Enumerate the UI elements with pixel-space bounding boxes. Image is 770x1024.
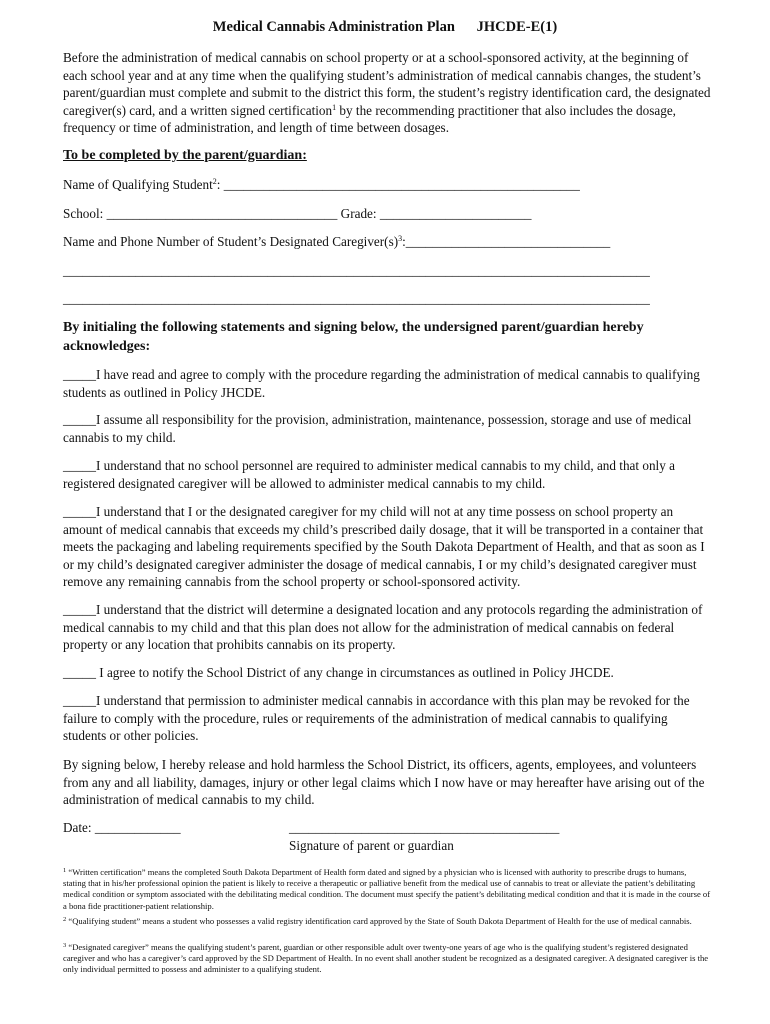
statement-5[interactable]: _____I understand that the district will determine a designated location and any protocols regarding the administration of medical cannabis to my child and that this plan does not allow for the administration of medical cannabis on federal property or any location that prohibits cannabis on its property. <box>63 602 703 652</box>
footnote-ref-3: 3 <box>398 234 403 243</box>
footnote-text: “Qualifying student” means a student who possesses a valid registry identification card approved by the State of South Dakota Department of Health for the use of medical cannabis. <box>66 916 692 926</box>
caregiver-blank-line-1[interactable]: _________________________________________________________________________________________ <box>63 263 650 278</box>
caregiver-blank-line-2[interactable]: _________________________________________________________________________________________ <box>63 291 650 306</box>
student-name-label: Name of Qualifying Student <box>63 177 213 192</box>
footnote-ref-1: 1 <box>332 102 337 112</box>
school-grade-field[interactable]: School: ___________________________________ Grade: _______________________ <box>63 206 532 221</box>
footnote-text: “Written certification” means the completed South Dakota Department of Health form dated and signed by a physician who is licensed with authority to prescribe drugs to humans, stating that in his/her professional opinion the patient is likely to receive a therapeutic or palliative benefit from the medical use of cannabis to treat or alleviate the patient’s debilitating medical condition or symptom associated with the debilitating medical condition. The document must specify the patient’s debilitating medical condition and that it is made in the course of a bona fide practitioner-patient relationship. <box>63 867 711 911</box>
date-field[interactable]: Date: _____________ <box>63 820 181 835</box>
footnote-number: 3 <box>63 942 67 949</box>
footnote-number: 2 <box>63 916 67 923</box>
statement-6[interactable]: _____ I agree to notify the School District of any change in circumstances as outlined in Policy JHCDE. <box>63 665 614 680</box>
footnote-2 <box>63 914 711 927</box>
release-paragraph: By signing below, I hereby release and hold harmless the School District, its officers, agents, employees, and volunteers from any and all liability, damages, injury or other legal claims which I now have or may hereafter have arising out of the administration of medical cannabis to my child. <box>63 757 705 807</box>
statement-4[interactable]: _____I understand that I or the designated caregiver for my child will not at any time possess on school property an amount of medical cannabis that exceeds my child’s prescribed daily dosage, that it will be transported in a container that meets the packaging and labeling requirements specified by the South Dakota Department of Health, and that as soon as I or my child’s designated caregiver administer the dosage of medical cannabis, I or my child’s designated caregiver must remove any remaining cannabis from the school property or school-sponsored activity. <box>63 504 705 589</box>
footnote-number: 1 <box>63 867 67 874</box>
acknowledge-heading: By initialing the following statements and signing below, the undersigned parent/guardian hereby acknowledges: <box>63 320 644 354</box>
caregiver-label: Name and Phone Number of Student’s Designated Caregiver(s) <box>63 234 399 249</box>
student-name-field[interactable] <box>63 176 713 194</box>
signature-label: Signature of parent or guardian <box>289 838 454 853</box>
page-title: Medical Cannabis Administration Plan JHCDE-E(1) <box>212 19 558 35</box>
signature-field[interactable]: _________________________________________ <box>289 820 560 835</box>
footnote-3 <box>63 940 711 976</box>
student-name-blank[interactable]: : ______________________________________________________ <box>216 177 580 192</box>
intro-text: Before the administration of medical cannabis on school property or at a school-sponsored activity, at the beginning of each school year and at any time when the qualifying student’s administration of medical cannabis changes, the student’s parent/guardian must complete and submit to the district this form, the student’s registry identification card, the designated caregiver(s) card, and a written signed certification <box>63 50 711 118</box>
intro-paragraph <box>63 49 713 137</box>
footnote-ref-2: 2 <box>212 177 217 186</box>
statement-2[interactable]: _____I assume all responsibility for the provision, administration, maintenance, possession, storage and use of medical cannabis to my child. <box>63 412 692 445</box>
parent-guardian-heading: To be completed by the parent/guardian: <box>63 148 307 163</box>
statement-1[interactable]: _____I have read and agree to comply with the procedure regarding the administration of medical cannabis to qualifying students as outlined in Policy JHCDE. <box>63 367 700 400</box>
intro-text-end: by the recommending practitioner that also includes the dosage, frequency or time of administration, and length of time between dosages. <box>63 102 676 135</box>
footnote-text: “Designated caregiver” means the qualifying student’s parent, guardian or other responsible adult over twenty-one years of age who is the qualifying student’s registered designated caregiver and who has a caregiver’s card approved by the SD Department of Health. In no event shall another student be recognized as a designated caregiver. A designated caregiver is the only individual permitted to possess and administer to a qualifying student. <box>63 942 709 975</box>
statement-3[interactable]: _____I understand that no school personnel are required to administer medical cannabis to my child, and that only a registered designated caregiver will be allowed to administer medical cannabis to my child. <box>63 458 675 491</box>
caregiver-field[interactable] <box>63 233 713 251</box>
footnote-1 <box>63 865 711 912</box>
caregiver-blank[interactable]: :_______________________________ <box>402 234 611 249</box>
statement-7[interactable]: _____I understand that permission to administer medical cannabis in accordance with this plan may be revoked for the failure to comply with the procedure, rules or requirements of the administration of medical cannabis to qualifying students or other policies. <box>63 693 690 743</box>
